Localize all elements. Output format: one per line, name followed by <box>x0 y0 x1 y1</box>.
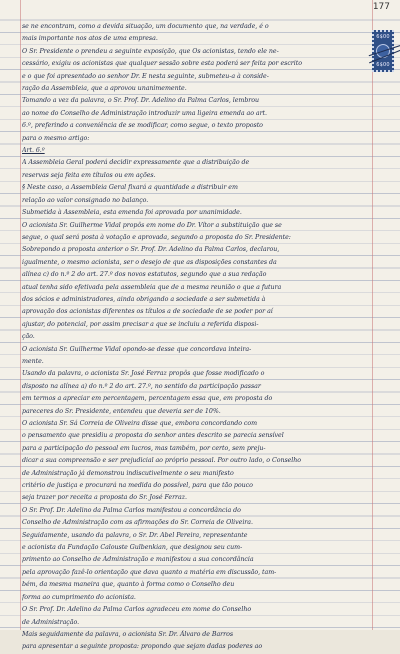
text-line: cessário, exigiu os acionistas que qualquer sessão sobre esta poderá ser feita por escrito <box>22 60 302 68</box>
text-line: Conselho de Administração com as afirmações do Sr. Correia de Oliveira. <box>22 519 253 527</box>
text-line: Mais seguidamente da palavra, o acionista Sr. Dr. Álvaro de Barros <box>22 630 233 638</box>
text-line: pareceres do Sr. Presidente, entendeu que deveria ser de 10%. <box>22 407 221 415</box>
text-line: mais importante nos atos de uma empresa. <box>22 35 158 43</box>
text-line: para apresentar a seguinte proposta: propondo que sejam dadas poderes ao <box>22 643 263 651</box>
text-line: de Administração já demonstrou indiscutivelmente o seu manifesto <box>22 469 234 477</box>
stamp-value-bottom: 6$00 <box>376 62 390 68</box>
text-line: ção. <box>22 333 35 341</box>
text-line: O acionista Sr. Sá Correia de Oliveira disse que, embora concordando com <box>22 420 258 427</box>
text-line: se ne encontram, como a devida situação, um documento que, na verdade, é o <box>22 23 269 30</box>
text-line: o pensamento que presidiu a proposta do senhor antes descrito se parecia sensível <box>22 432 284 440</box>
text-line: O Sr. Presidente o prendeu a seguinte exposição, que Os acionistas, tendo ele ne- <box>22 47 279 55</box>
revenue-stamp <box>372 30 394 72</box>
text-line: Usando da palavra, o acionista Sr. José Ferraz propôs que fosse modificado o <box>22 370 265 378</box>
text-line: seja trazer por receita a proposta do Sr. José Ferraz. <box>22 494 187 502</box>
article-heading: Art. 6.º <box>22 147 45 155</box>
text-line: para a participação do pessoal em lucros, mas também, por certo, sem preju- <box>22 444 266 452</box>
handwritten-minutes-text <box>22 21 374 654</box>
text-line: O acionista Sr. Guilherme Vidal opondo-se desse que concordava inteira- <box>22 345 252 353</box>
stamp-value: 6$00 <box>376 34 390 40</box>
text-line: Sobrepondo a proposta anterior o Sr. Prof. Dr. Adelino da Palma Carlos, declarou, <box>22 246 280 254</box>
text-line: primento ao Conselho de Administração e manifestou a sua concordância <box>22 556 254 564</box>
text-line: igualmente, o mesmo acionista, ser o desejo de que as disposições constantes da <box>22 258 277 266</box>
text-line: forma ao cumprimento do acionista. <box>22 593 136 601</box>
text-line: mente. <box>22 357 44 365</box>
text-line: e acionista da Fundação Calouste Gulbenkian, que designou seu cum- <box>22 544 243 552</box>
text-line: Seguidamente, usando da palavra, o Sr. Dr. Abel Pereira, representante <box>22 531 248 539</box>
text-line: atual tenha sido efetivada pela assembleia que de a mesma reunião o que a futura <box>22 283 282 291</box>
text-line: Submetida à Assembleia, esta emenda foi aprovada por unanimidade. <box>22 209 242 217</box>
text-line: relação ao valor consignado no balanço. <box>22 196 149 204</box>
text-line: O Sr. Prof. Dr. Adelino da Palma Carlos agradeceu em nome do Conselho <box>22 606 252 614</box>
text-line: reservas seja feita em títulos ou em ações. <box>22 171 156 179</box>
text-line: em termos a apreciar em percentagem, percentagem essa que, em proposta do <box>22 395 273 403</box>
text-line: 6.º, preferindo a conveniência de se modificar, como segue, o texto proposto <box>22 122 263 130</box>
text-line: dicar a sua compreensão e ser prejudicial ao próprio pessoal. Por outro lado, o Conselho <box>22 457 302 465</box>
text-line: alínea c) do n.º 2 do art. 27.º dos novos estatutos, segundo que a sua redação <box>22 271 267 279</box>
text-line: Tomando a vez da palavra, o Sr. Prof. Dr. Adelino da Palma Carlos, lembrou <box>22 97 260 105</box>
page-number: 177 <box>372 2 390 12</box>
text-line: A Assembleia Geral poderá decidir expressamente que a distribuição de <box>22 159 250 167</box>
text-line: para o mesmo artigo: <box>22 134 90 142</box>
text-line: § Neste caso, a Assembleia Geral fixará a quantidade a distribuir em <box>22 184 238 192</box>
text-line: pela aprovação fazê-lo orientação que dava quanto a matéria em discussão, tam- <box>22 568 277 576</box>
text-line: segue, o qual será posta à votação e aprovada, segundo a proposta do Sr. Presidente: <box>22 233 291 241</box>
text-line: ao nome do Conselho de Administração introduzir uma ligeira emenda ao art. <box>22 109 267 117</box>
text-line: disposto na alínea a) do n.º 2 do art. 27.º, no sentido da participação passar <box>22 382 261 390</box>
text-line: de Administração. <box>22 618 80 626</box>
text-line: dos sócios e administradores, ainda obrigando a sociedade a ser submetida à <box>22 295 266 303</box>
text-line: critério de justiça e procurará na medida do possível, para que tão pouco <box>22 482 253 490</box>
text-line: O acionista Sr. Guilherme Vidal propôs em nome do Dr. Vítor a substituição que se <box>22 221 282 229</box>
text-line: aprovação dos acionistas diferentes os títulos a de sociedade de se poder por aí <box>22 308 273 316</box>
text-line: e o que foi apresentado ao senhor Dr. E nesta seguinte, submeteu-a à conside- <box>22 72 269 80</box>
text-line: O Sr. Prof. Dr. Adelino da Palma Carlos manifestou a concordância do <box>22 506 241 514</box>
text-line: bém, da mesma maneira que, quanto à forma como o Conselho deu <box>22 581 235 589</box>
left-margin-line <box>20 0 21 630</box>
text-line: ajustar, do potencial, por assim precisar a que se incluiu a referida disposi- <box>22 320 259 328</box>
text-line: ração da Assembleia, que a aprovou unanimemente. <box>22 85 187 93</box>
